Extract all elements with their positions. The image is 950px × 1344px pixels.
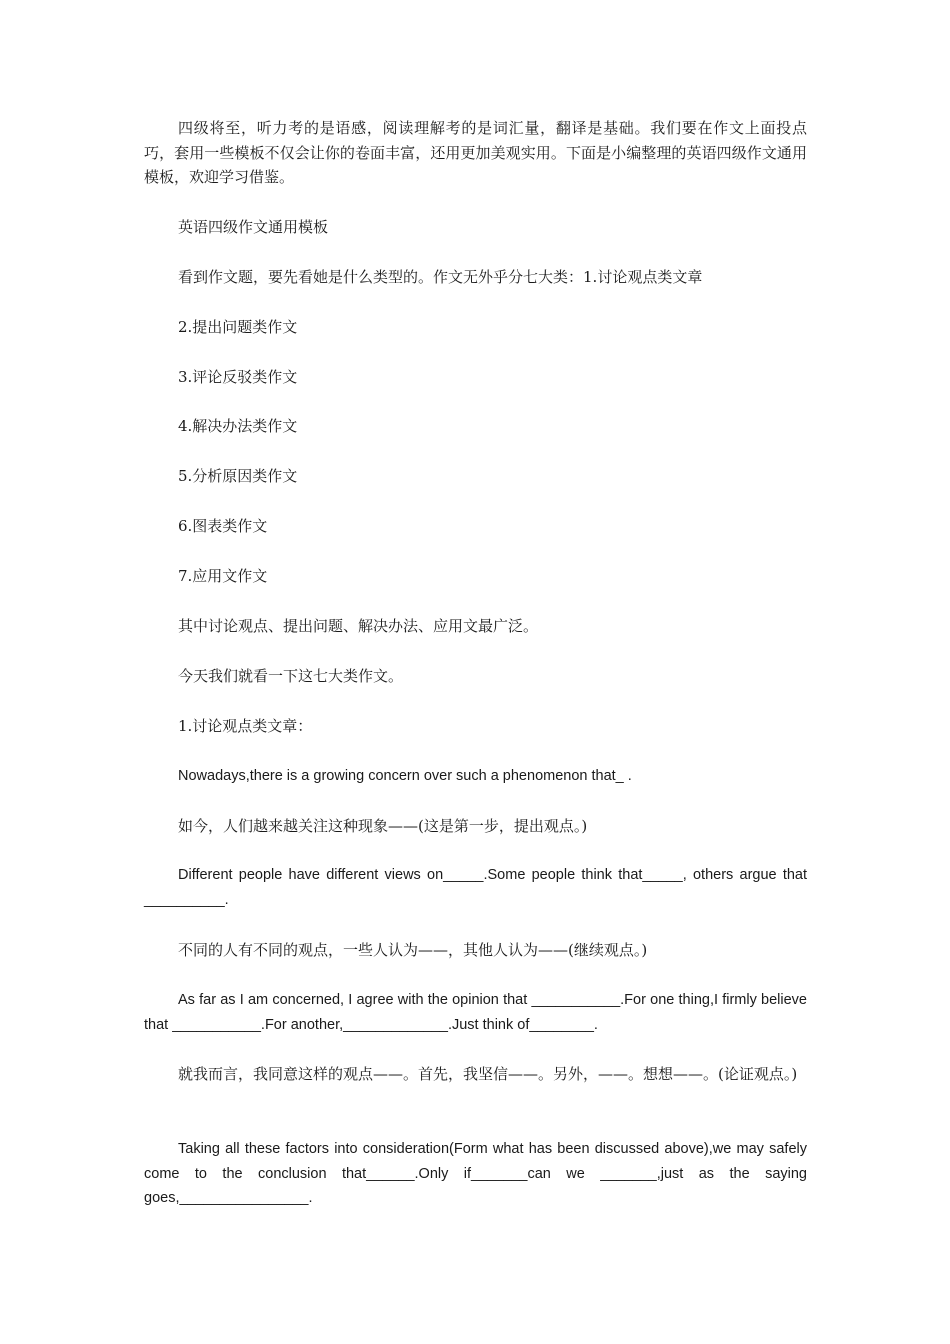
template-sentence: Taking all these factors into consideration(Form what has been discussed above),we may safely come to the conclusion that______.Only if_______can we _______,just as the saying goes,________________. bbox=[144, 1141, 807, 1206]
category-item: 2.提出问题类作文 bbox=[178, 318, 298, 336]
template-sentence: Nowadays,there is a growing concern over such a phenomenon that_ . bbox=[178, 768, 632, 784]
category-item: 5.分析原因类作文 bbox=[178, 467, 298, 485]
template-translation: 如今，人们越来越关注这种现象——(这是第一步，提出观点。) bbox=[178, 817, 588, 835]
template-translation: 就我而言，我同意这样的观点——。首先，我坚信——。另外，——。想想——。(论证观点。) bbox=[178, 1065, 798, 1083]
summary-paragraph: 其中讨论观点、提出问题、解决办法、应用文最广泛。 bbox=[178, 617, 539, 635]
template-translation: 不同的人有不同的观点，一些人认为——，其他人认为——(继续观点。) bbox=[178, 941, 648, 959]
category-item: 3.评论反驳类作文 bbox=[178, 368, 298, 386]
intro-paragraph: 四级将至，听力考的是语感，阅读理解考的是词汇量，翻译是基础。我们要在作文上面投点巧，套用一些模板不仅会让你的卷面丰富，还用更加美观实用。下面是小编整理的英语四级作文通用模板，欢迎学习借鉴。 bbox=[144, 119, 807, 186]
summary-paragraph: 今天我们就看一下这七大类作文。 bbox=[178, 667, 404, 685]
category-item: 4.解决办法类作文 bbox=[178, 417, 298, 435]
template-sentence: As far as I am concerned, I agree with the opinion that ___________.For one thing,I firmly believe that ___________.For another,_____________.Just think of________. bbox=[144, 992, 807, 1033]
categories-intro: 看到作文题，要先看她是什么类型的。作文无外乎分七大类：1.讨论观点类文章 bbox=[178, 268, 703, 286]
subsection-title: 1.讨论观点类文章： bbox=[178, 717, 313, 735]
category-item: 6.图表类作文 bbox=[178, 517, 268, 535]
template-sentence: Different people have different views on_____.Some people think that_____, others argue that __________. bbox=[144, 867, 807, 908]
section-title: 英语四级作文通用模板 bbox=[178, 218, 329, 236]
category-item: 7.应用文作文 bbox=[178, 567, 268, 585]
